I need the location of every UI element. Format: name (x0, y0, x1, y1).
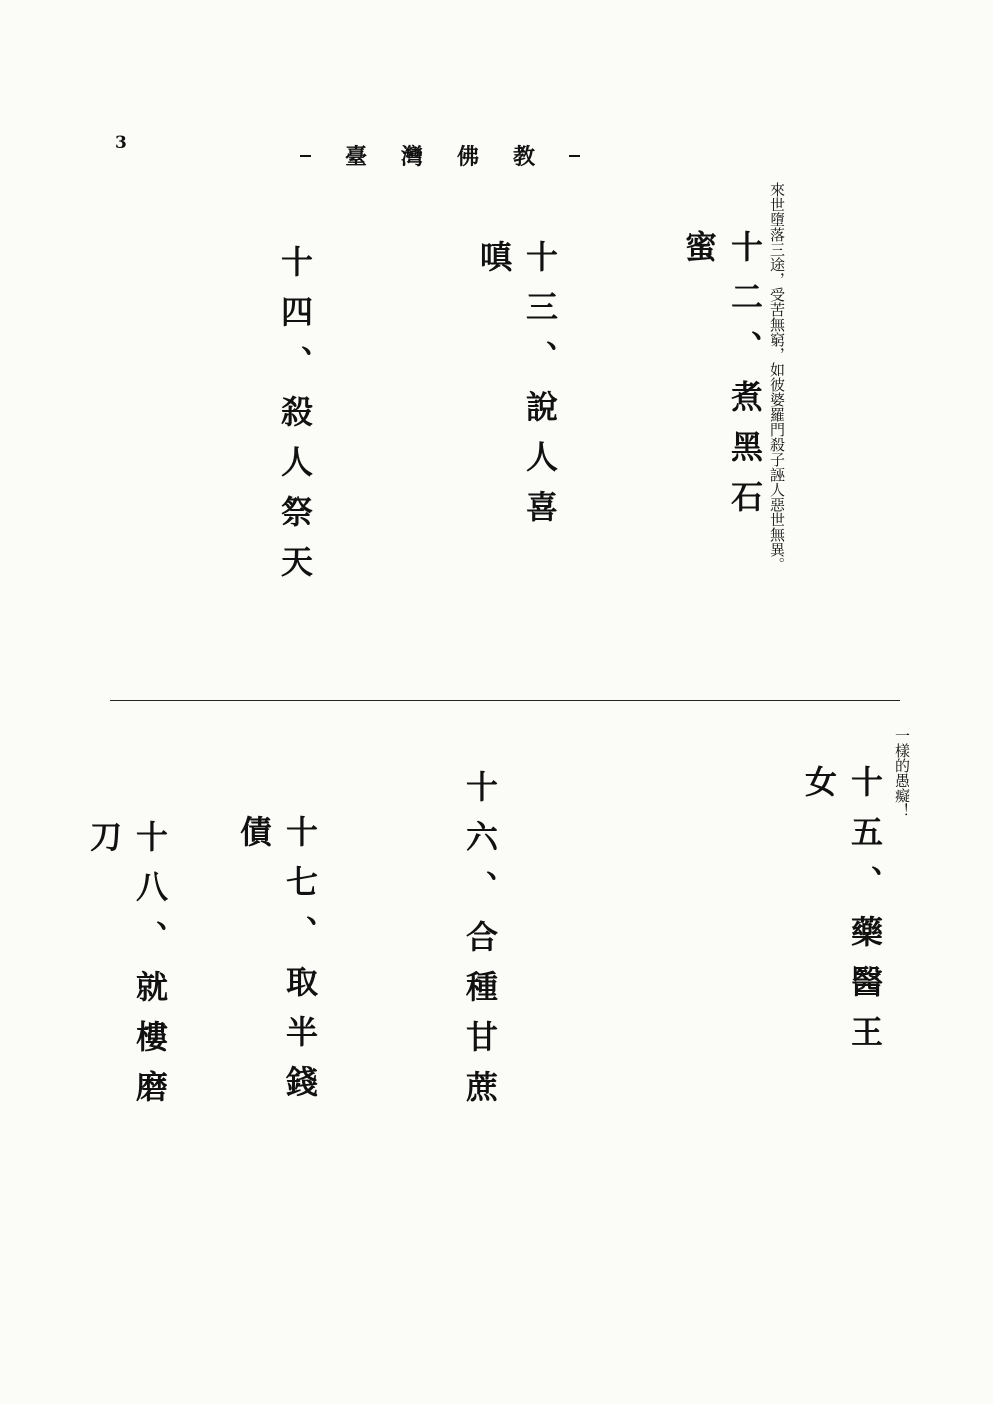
section-13-heading: 十三、說人喜嗔 (475, 240, 559, 540)
right-rule (569, 155, 580, 157)
left-rule (300, 155, 311, 157)
carry-over-text: 來世墮落三途，受苦無窮，如彼婆羅門殺子誣人惡世無異。 (768, 182, 786, 572)
horizontal-divider (110, 700, 900, 701)
section-16-heading: 十六、合種甘蔗 (461, 770, 499, 1120)
section-18-heading: 十八、就樓磨刀 (85, 820, 169, 1120)
section-12-heading: 十二、煮黑石蜜 (680, 230, 764, 530)
running-head (300, 140, 580, 171)
section-14-heading: 十四、殺人祭天 (276, 245, 314, 595)
section-17-heading: 十七、取半錢債 (235, 815, 319, 1115)
carry-over-text-2: 一樣的愚癡！ (893, 728, 911, 818)
page-number: 3 (115, 133, 127, 153)
section-15-heading: 十五、藥醫王女 (800, 765, 884, 1065)
running-head-title: 臺灣佛教 (345, 144, 570, 170)
